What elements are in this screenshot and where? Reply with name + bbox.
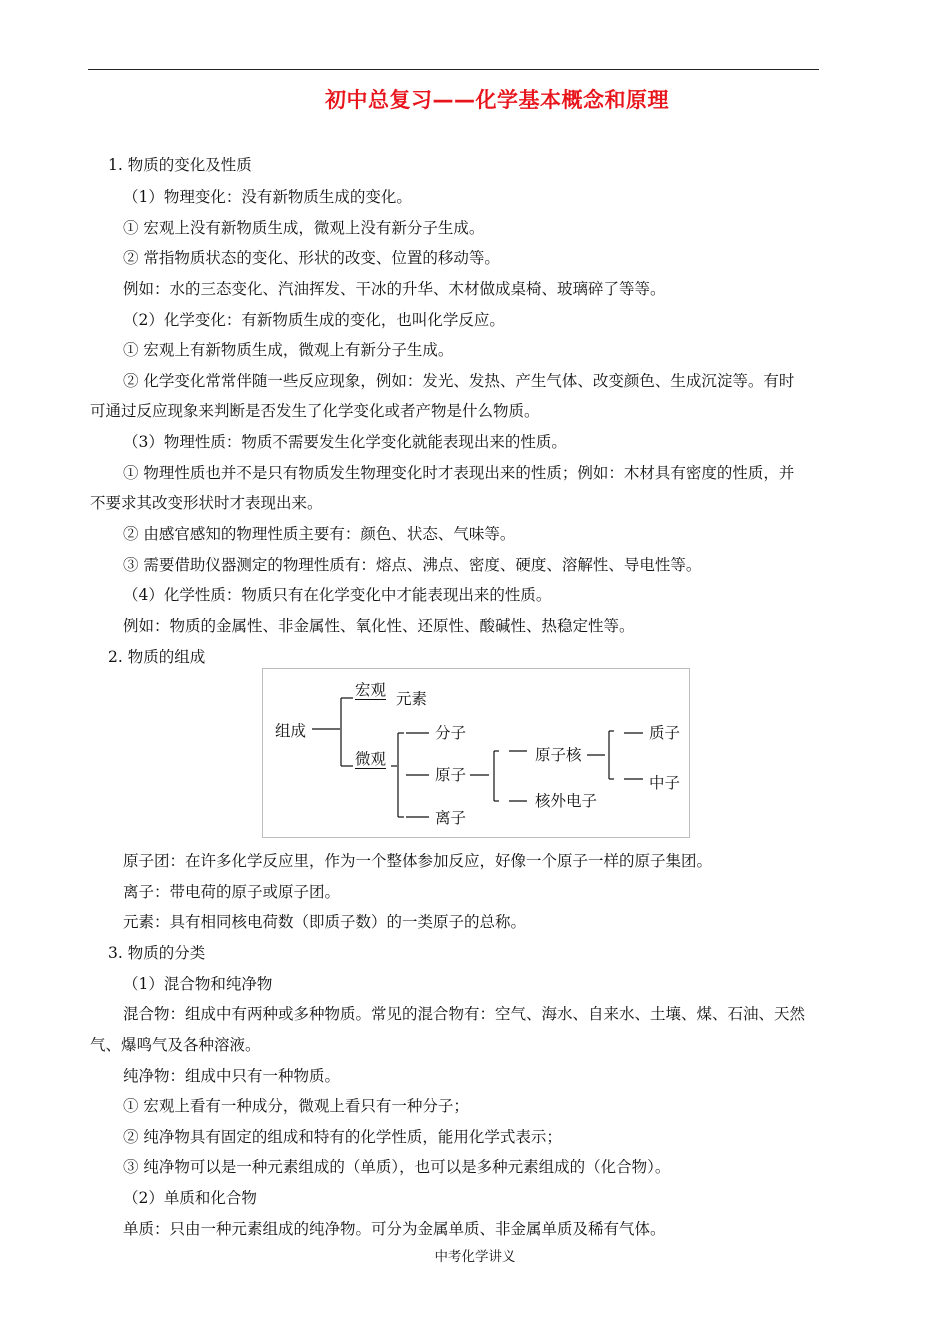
diagram-atom-label: 原子	[435, 766, 467, 784]
paragraph: 元素：具有相同核电荷数（即质子数）的一类原子的总称。	[123, 913, 527, 931]
diagram-proton-label: 质子	[649, 724, 681, 742]
diagram-ion-label: 离子	[435, 809, 467, 827]
paragraph: ② 纯净物具有固定的组成和特有的化学性质，能用化学式表示；	[123, 1128, 562, 1146]
paragraph: （4）化学性质：物质只有在化学变化中才能表现出来的性质。	[123, 586, 552, 604]
paragraph: ② 由感官感知的物理性质主要有：颜色、状态、气味等。	[123, 525, 516, 543]
page-footer: 中考化学讲义	[434, 1249, 516, 1265]
paragraph: 例如：水的三态变化、汽油挥发、干冰的升华、木材做成桌椅、玻璃碎了等等。	[123, 280, 666, 298]
paragraph: 气、爆鸣气及各种溶液。	[90, 1036, 261, 1054]
paragraph: ③ 需要借助仪器测定的物理性质有：熔点、沸点、密度、硬度、溶解性、导电性等。	[123, 556, 702, 574]
paragraph: 单质：只由一种元素组成的纯净物。可分为金属单质、非金属单质及稀有气体。	[123, 1220, 666, 1238]
paragraph: ① 宏观上没有新物质生成，微观上没有新分子生成。	[123, 219, 485, 237]
paragraph: 混合物：组成中有两种或多种物质。常见的混合物有：空气、海水、自来水、土壤、煤、石油、天然	[123, 1005, 806, 1023]
paragraph: （2）化学变化：有新物质生成的变化，也叫化学反应。	[123, 311, 505, 329]
paragraph: ② 化学变化常常伴随一些反应现象，例如：发光、发热、产生气体、改变颜色、生成沉淀等。有时	[123, 372, 795, 390]
paragraph: （2）单质和化合物	[123, 1189, 257, 1207]
paragraph: （1）混合物和纯净物	[123, 975, 273, 993]
diagram-nucleus-label: 原子核	[535, 746, 582, 764]
paragraph: 原子团：在许多化学反应里，作为一个整体参加反应，好像一个原子一样的原子集团。	[123, 852, 713, 870]
paragraph: （3）物理性质：物质不需要发生化学变化就能表现出来的性质。	[123, 433, 567, 451]
diagram-macro-label: 宏观	[355, 681, 387, 699]
paragraph: ② 常指物质状态的变化、形状的改变、位置的移动等。	[123, 249, 500, 267]
paragraph: 不要求其改变形状时才表现出来。	[90, 494, 323, 512]
diagram-micro-label: 微观	[355, 750, 387, 768]
diagram-electron-label: 核外电子	[535, 792, 598, 810]
paragraph: ① 物理性质也并不是只有物质发生物理变化时才表现出来的性质；例如：木材具有密度的性质，并	[123, 464, 795, 482]
diagram-element-label: 元素	[396, 690, 428, 708]
diagram-molecule-label: 分子	[435, 724, 467, 742]
page-title: 初中总复习——化学基本概念和原理	[325, 88, 669, 112]
section-heading: 2. 物质的组成	[108, 648, 206, 666]
diagram-neutron-label: 中子	[649, 774, 681, 792]
diagram-connectors	[263, 669, 689, 837]
paragraph: ① 宏观上看有一种成分，微观上看只有一种分子；	[123, 1097, 469, 1115]
composition-diagram	[262, 668, 690, 838]
paragraph: ③ 纯净物可以是一种元素组成的（单质），也可以是多种元素组成的（化合物）。	[123, 1158, 671, 1176]
paragraph: 可通过反应现象来判断是否发生了化学变化或者产物是什么物质。	[90, 402, 540, 420]
section-heading: 3. 物质的分类	[108, 944, 206, 962]
paragraph: 纯净物：组成中只有一种物质。	[123, 1067, 341, 1085]
header-rule	[88, 69, 819, 70]
paragraph: ① 宏观上有新物质生成，微观上有新分子生成。	[123, 341, 454, 359]
paragraph: 离子：带电荷的原子或原子团。	[123, 883, 341, 901]
paragraph: （1）物理变化：没有新物质生成的变化。	[123, 188, 412, 206]
paragraph: 例如：物质的金属性、非金属性、氧化性、还原性、酸碱性、热稳定性等。	[123, 617, 635, 635]
diagram-root-label: 组成	[275, 722, 307, 740]
section-heading: 1. 物质的变化及性质	[108, 156, 252, 174]
